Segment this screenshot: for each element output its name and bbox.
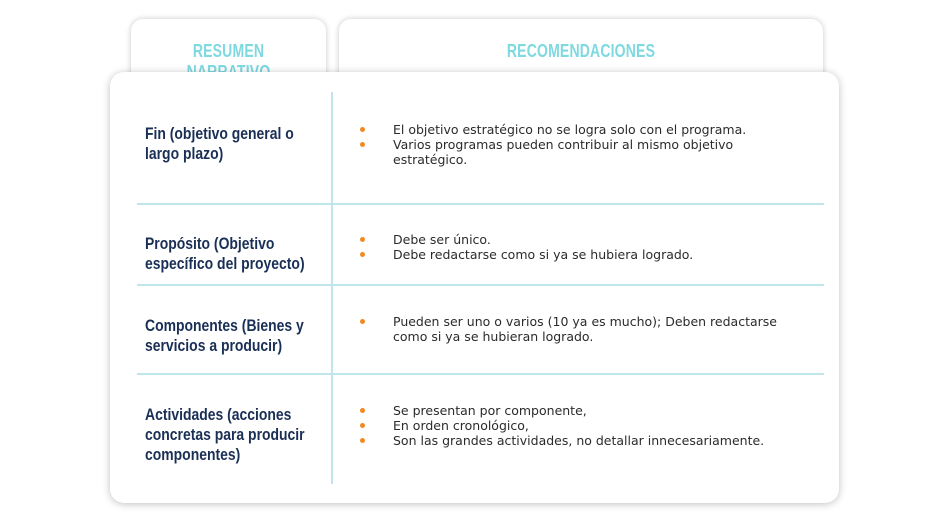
content-card: [110, 72, 839, 503]
bullet-item: En orden cronológico,: [360, 418, 800, 433]
bullet-item: Varios programas pueden contribuir al mismo objetivo estratégico.: [360, 137, 800, 167]
row-label-fin: Fin (objetivo general o largo plazo): [145, 124, 294, 163]
row-bullets-fin: [360, 122, 800, 167]
row-divider: [137, 284, 824, 286]
row-bullets-componentes: [360, 314, 800, 344]
row-label-actividades: Actividades (acciones concretas para producir componentes): [145, 405, 305, 464]
row-divider: [137, 373, 824, 375]
bullet-item: Se presentan por componente,: [360, 403, 800, 418]
bullet-item: Debe redactarse como si ya se hubiera logrado.: [360, 247, 800, 262]
row-label-proposito: Propósito (Objetivo específico del proyecto): [145, 234, 305, 273]
bullet-item: Son las grandes actividades, no detallar innecesariamente.: [360, 433, 800, 448]
row-divider: [137, 203, 824, 205]
row-label-componentes: Componentes (Bienes y servicios a producir): [145, 316, 304, 355]
tab-recomendaciones-label: RECOMENDACIONES: [506, 41, 656, 61]
column-divider: [331, 92, 333, 484]
row-bullets-actividades: [360, 403, 800, 448]
tab-resumen-narrativo-label: RESUMEN: [192, 41, 265, 61]
bullet-item: Debe ser único.: [360, 232, 800, 247]
row-bullets-proposito: [360, 232, 800, 262]
bullet-item: Pueden ser uno o varios (10 ya es mucho); Deben redactarse como si ya se hubieran logrado.: [360, 314, 800, 344]
bullet-item: El objetivo estratégico no se logra solo con el programa.: [360, 122, 800, 137]
